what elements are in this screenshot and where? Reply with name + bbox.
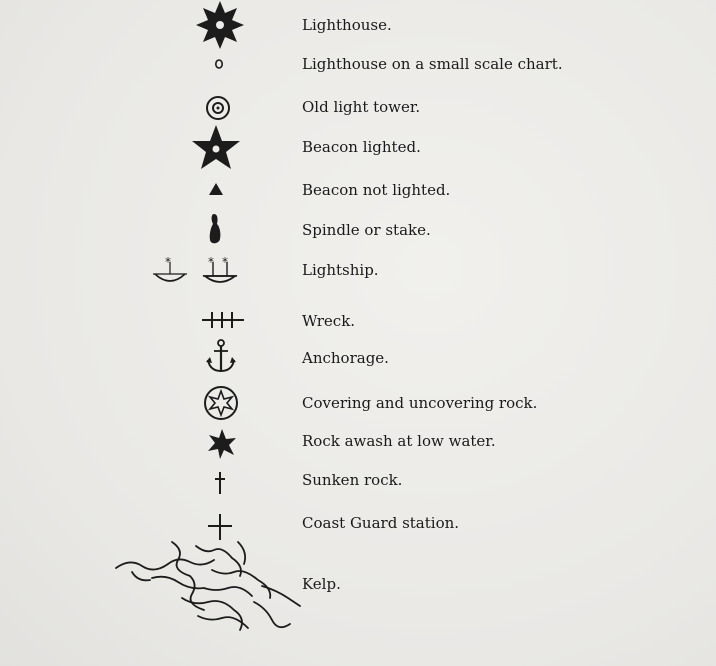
beacon-lighted-icon (190, 124, 242, 170)
lighthouse-icon (194, 0, 246, 50)
legend-label-beacon-lighted: Beacon lighted. (302, 138, 421, 156)
anchor-icon (204, 338, 238, 374)
legend-label-wreck: Wreck. (302, 312, 356, 330)
wreck-icon (200, 308, 246, 330)
small-lighthouse-icon (212, 57, 226, 71)
legend-label-anchorage: Anchorage. (302, 349, 389, 367)
legend-label-small-lighthouse: Lighthouse on a small scale chart. (302, 55, 563, 73)
legend-label-kelp: Kelp. (302, 575, 341, 593)
legend-label-lightship: Lightship. (302, 261, 379, 279)
legend-label-beacon-not-lighted: Beacon not lighted. (302, 181, 451, 199)
legend-label-rock-awash: Rock awash at low water. (302, 432, 496, 450)
legend-label-sunken-rock: Sunken rock. (302, 471, 403, 489)
legend-label-coast-guard: Coast Guard station. (302, 514, 460, 532)
svg-text:*: * (208, 255, 214, 269)
lightship-icon (150, 252, 245, 288)
legend-label-covering-rock: Covering and uncovering rock. (302, 394, 538, 412)
old-light-tower-icon (204, 94, 232, 122)
kelp-icon (112, 536, 302, 636)
legend-label-spindle: Spindle or stake. (302, 221, 431, 239)
beacon-unlighted-icon (208, 182, 224, 196)
sunken-rock-icon (212, 470, 228, 496)
covering-rock-icon (202, 384, 240, 422)
rock-awash-icon (206, 428, 238, 460)
svg-text:*: * (222, 255, 228, 269)
legend-label-old-light-tower: Old light tower. (302, 98, 421, 116)
svg-text:*: * (165, 255, 171, 269)
spindle-icon (205, 212, 225, 246)
legend-label-lighthouse: Lighthouse. (302, 16, 392, 34)
